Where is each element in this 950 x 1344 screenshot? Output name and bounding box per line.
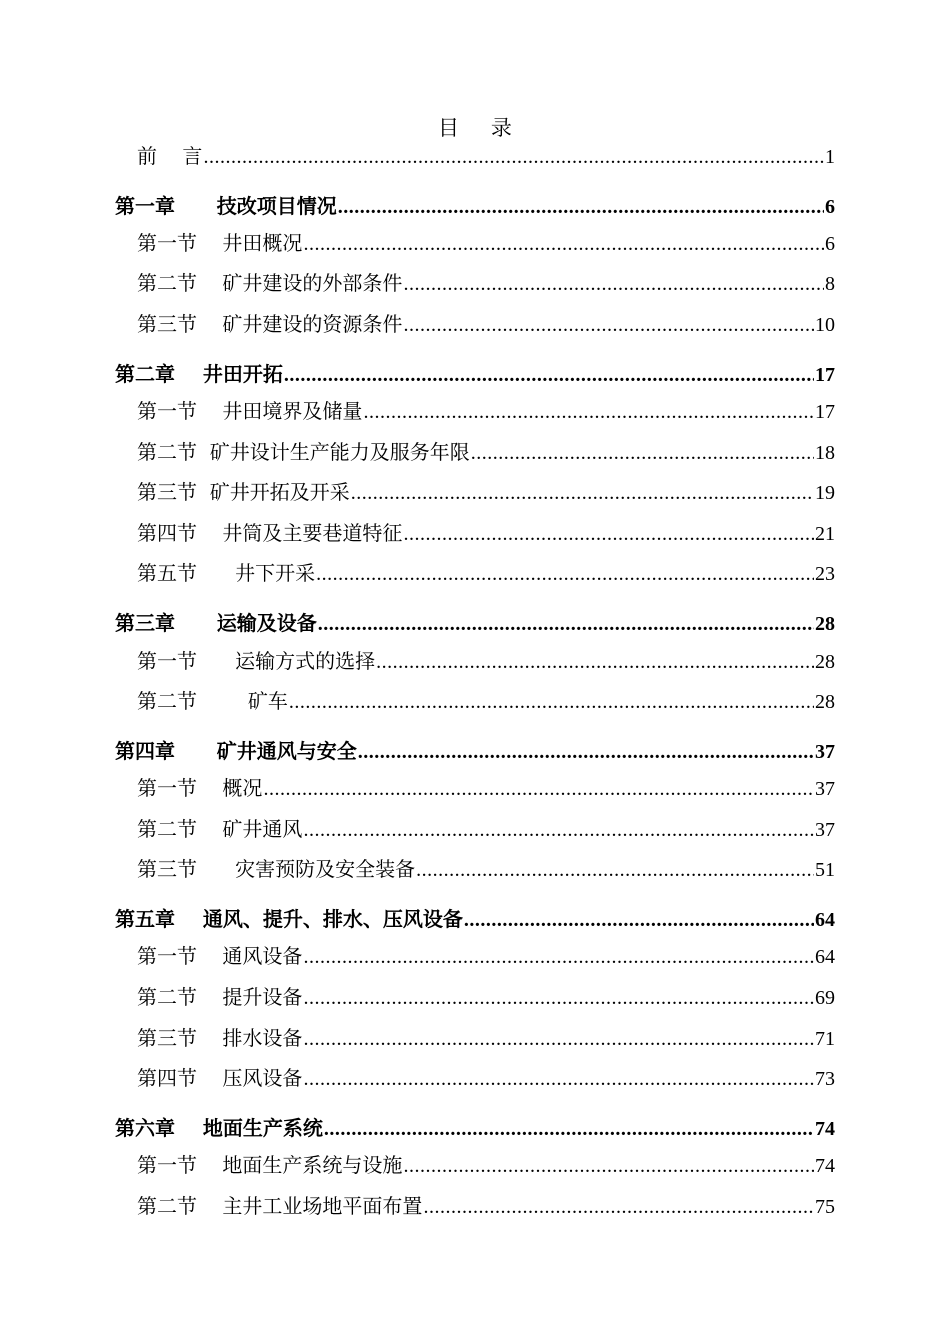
toc-entry[interactable] xyxy=(137,1062,835,1091)
toc-chapter-entry[interactable] xyxy=(115,358,835,387)
toc-entry-page: 10 xyxy=(815,314,835,336)
dot-leader xyxy=(358,741,814,764)
toc-entry-page: 28 xyxy=(815,613,835,635)
dot-leader xyxy=(316,563,814,586)
toc-entry[interactable] xyxy=(137,685,835,714)
toc-entry[interactable] xyxy=(137,645,835,674)
toc-entry-label: 第四节 压风设备 xyxy=(137,1066,303,1090)
toc-entry-page: 37 xyxy=(815,819,835,841)
dot-leader xyxy=(376,651,814,674)
toc-entry[interactable] xyxy=(137,227,835,256)
toc-entry-page: 64 xyxy=(815,946,835,968)
toc-entry-page: 28 xyxy=(815,691,835,713)
toc-entry[interactable] xyxy=(137,140,835,169)
toc-entry-page: 75 xyxy=(815,1196,835,1218)
toc-entry[interactable] xyxy=(137,267,835,296)
toc-entry[interactable] xyxy=(137,1149,835,1178)
toc-entry-label: 第三节 排水设备 xyxy=(137,1026,303,1050)
dot-leader xyxy=(403,314,814,337)
dot-leader xyxy=(303,946,814,969)
toc-entry-page: 18 xyxy=(815,442,835,464)
toc-entry[interactable] xyxy=(137,853,835,882)
toc-entry[interactable] xyxy=(137,1022,835,1051)
toc-entry-label: 第二节 矿井建设的外部条件 xyxy=(137,271,403,295)
dot-leader xyxy=(363,401,814,424)
toc-entry-label: 第四章 矿井通风与安全 xyxy=(115,739,357,763)
toc-entry-label: 第三章 运输及设备 xyxy=(115,611,317,635)
dot-leader xyxy=(284,364,814,387)
toc-entry[interactable] xyxy=(137,476,835,505)
toc-entry-label: 第三节 灾害预防及安全装备 xyxy=(137,857,416,881)
dot-leader xyxy=(464,909,814,932)
toc-entry-page: 28 xyxy=(815,651,835,673)
dot-leader xyxy=(403,1155,814,1178)
toc-chapter-entry[interactable] xyxy=(115,607,835,636)
toc-chapter-entry[interactable] xyxy=(115,903,835,932)
dot-leader xyxy=(303,819,814,842)
toc-entry-page: 8 xyxy=(825,273,835,295)
toc-entry-page: 1 xyxy=(825,146,835,168)
toc-entry-label: 第一章 技改项目情况 xyxy=(115,194,337,218)
toc-entry-page: 21 xyxy=(815,523,835,545)
toc-entry-page: 73 xyxy=(815,1068,835,1090)
dot-leader xyxy=(289,691,814,714)
toc-entry[interactable] xyxy=(137,308,835,337)
toc-title: 目 录 xyxy=(438,116,525,140)
toc-entry-label: 第二节 主井工业场地平面布置 xyxy=(137,1194,423,1218)
toc-chapter-entry[interactable] xyxy=(115,190,835,219)
toc-entry-label: 第五章 通风、提升、排水、压风设备 xyxy=(115,907,463,931)
toc-entry[interactable] xyxy=(137,517,835,546)
dot-leader xyxy=(303,1068,814,1091)
toc-entry-label: 第六章 地面生产系统 xyxy=(115,1116,323,1140)
toc-entry-label: 第二节 矿井通风 xyxy=(137,817,303,841)
toc-chapter-entry[interactable] xyxy=(115,735,835,764)
dot-leader xyxy=(403,523,814,546)
toc-entry[interactable] xyxy=(137,813,835,842)
toc-entry-label: 第二章 井田开拓 xyxy=(115,362,283,386)
toc-entry[interactable] xyxy=(137,557,835,586)
dot-leader xyxy=(303,1028,814,1051)
dot-leader xyxy=(324,1118,814,1141)
dot-leader xyxy=(423,1196,814,1219)
dot-leader xyxy=(403,273,824,296)
dot-leader xyxy=(263,778,814,801)
dot-leader xyxy=(303,233,824,256)
toc-entry-page: 74 xyxy=(815,1118,835,1140)
toc-entry-page: 64 xyxy=(815,909,835,931)
dot-leader xyxy=(303,987,814,1010)
toc-entry-label: 第五节 井下开采 xyxy=(137,561,316,585)
toc-entry-label: 第二节 矿车 xyxy=(137,689,288,713)
toc-entry[interactable] xyxy=(137,436,835,465)
toc-entry-page: 74 xyxy=(815,1155,835,1177)
toc-entry-label: 第一节 井田境界及储量 xyxy=(137,399,363,423)
toc-entry-page: 19 xyxy=(815,482,835,504)
toc-entry-label: 第一节 通风设备 xyxy=(137,944,303,968)
toc-entry-label: 第三节 矿井建设的资源条件 xyxy=(137,312,403,336)
toc-entry-page: 37 xyxy=(815,778,835,800)
toc-entry-page: 37 xyxy=(815,741,835,763)
toc-entry-label: 前 言 xyxy=(137,144,203,168)
toc-entry-label: 第二节 矿井设计生产能力及服务年限 xyxy=(137,440,470,464)
toc-entry-label: 第一节 概况 xyxy=(137,776,263,800)
toc-entry-page: 69 xyxy=(815,987,835,1009)
toc-entry-label: 第一节 地面生产系统与设施 xyxy=(137,1153,403,1177)
toc-entry[interactable] xyxy=(137,1190,835,1219)
toc-entry-page: 23 xyxy=(815,563,835,585)
dot-leader xyxy=(338,196,824,219)
toc-entry-page: 17 xyxy=(815,364,835,386)
toc-entry-label: 第一节 运输方式的选择 xyxy=(137,649,376,673)
dot-leader xyxy=(416,859,814,882)
toc-entry-page: 71 xyxy=(815,1028,835,1050)
toc-entry-page: 51 xyxy=(815,859,835,881)
toc-entry-label: 第一节 井田概况 xyxy=(137,231,303,255)
toc-entry[interactable] xyxy=(137,395,835,424)
toc-entry-label: 第四节 井筒及主要巷道特征 xyxy=(137,521,403,545)
toc-entry-page: 6 xyxy=(825,233,835,255)
toc-entry-label: 第三节 矿井开拓及开采 xyxy=(137,480,350,504)
dot-leader xyxy=(351,482,814,505)
toc-entry-label: 第二节 提升设备 xyxy=(137,985,303,1009)
toc-entry[interactable] xyxy=(137,981,835,1010)
toc-entry-page: 17 xyxy=(815,401,835,423)
toc-entry-page: 6 xyxy=(825,196,835,218)
toc-entry[interactable] xyxy=(137,940,835,969)
dot-leader xyxy=(318,613,814,636)
dot-leader xyxy=(471,442,814,465)
toc-chapter-entry[interactable] xyxy=(115,1112,835,1141)
toc-entry[interactable] xyxy=(137,772,835,801)
dot-leader xyxy=(203,146,824,169)
